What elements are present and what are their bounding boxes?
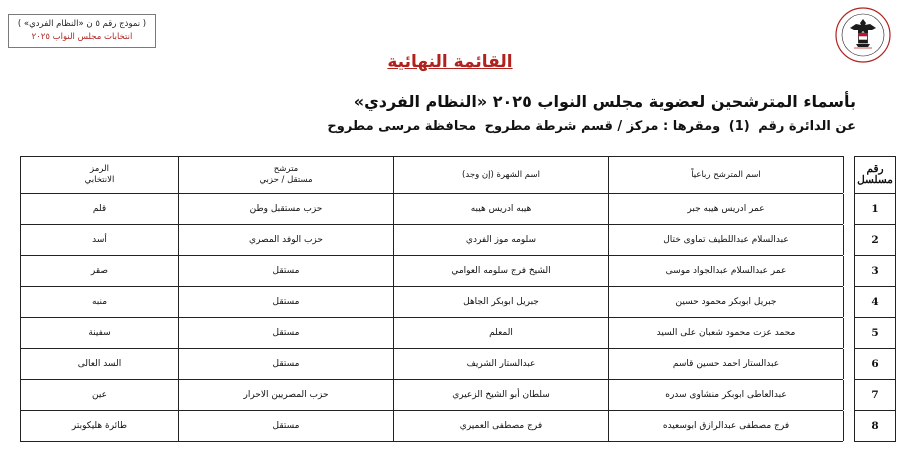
serial-cell: 1 (855, 194, 896, 225)
header-party-line1: مترشح (273, 164, 299, 174)
table-row (21, 411, 896, 442)
party-cell: مستقل (179, 349, 394, 380)
table-row (21, 349, 896, 380)
candidate-name-cell: جبريل ابوبكر محمود حسين (609, 287, 844, 318)
column-gap (844, 194, 855, 225)
district-line (323, 119, 856, 134)
serial-cell: 7 (855, 380, 896, 411)
candidate-name-cell: عمر ادريس هيبه جبر (609, 194, 844, 225)
column-gap (844, 157, 855, 194)
candidates-table (20, 156, 896, 442)
party-cell: مستقل (179, 318, 394, 349)
header-symbol-line1: الرمز (90, 164, 109, 174)
party-cell: حزب المصريين الاحرار (179, 380, 394, 411)
district-number: (1) (728, 119, 750, 134)
serial-cell: 3 (855, 256, 896, 287)
party-cell: مستقل (179, 411, 394, 442)
candidate-name-cell: عبدالسلام عبداللطيف تماوى ختال (609, 225, 844, 256)
header-party (179, 157, 394, 194)
table-row (21, 256, 896, 287)
party-cell: حزب الوفد المصري (179, 225, 394, 256)
header-candidate-name: اسم المترشح رباعياً (609, 157, 844, 194)
alias-cell: جبريل ابوبكر الجاهل (394, 287, 609, 318)
alias-cell: الشيخ فرج سلومه العوامي (394, 256, 609, 287)
table-header-row (21, 157, 896, 194)
column-gap (844, 225, 855, 256)
symbol-cell: أسد (21, 225, 179, 256)
table-row (21, 380, 896, 411)
district-governorate: محافظة مرسى مطروح (327, 119, 477, 134)
table-row (21, 194, 896, 225)
column-gap (844, 349, 855, 380)
table-row (21, 225, 896, 256)
serial-cell: 6 (855, 349, 896, 380)
header-serial-line2: مسلسل (857, 174, 893, 186)
symbol-cell: صقر (21, 256, 179, 287)
header-alias: اسم الشهرة (إن وجد) (394, 157, 609, 194)
alias-cell: فرج مصطفى العميري (394, 411, 609, 442)
symbol-cell: سفينة (21, 318, 179, 349)
page-subtitle: بأسماء المترشحين لعضوية مجلس النواب ٢٠٢٥ «النظام الفردي» (353, 92, 856, 111)
candidate-name-cell: عمر عبدالسلام عبدالجواد موسى (609, 256, 844, 287)
column-gap (844, 318, 855, 349)
header-party-line2: مستقل / حزبي (259, 175, 313, 185)
page-title: القائمة النهائية (387, 52, 513, 72)
form-number-line: ( نموذج رقم ٥ ن «النظام الفردي» ) (17, 19, 147, 29)
alias-cell: سلومه موز الفردي (394, 225, 609, 256)
candidates-table-wrap (20, 156, 893, 442)
district-hq: ومقرها : مركز / قسم شرطة مطروح (484, 119, 721, 134)
symbol-cell: عين (21, 380, 179, 411)
header-symbol (21, 157, 179, 194)
party-cell: مستقل (179, 287, 394, 318)
header-symbol-line2: الانتخابي (84, 175, 115, 185)
symbol-cell: قلم (21, 194, 179, 225)
alias-cell: المعلم (394, 318, 609, 349)
candidate-name-cell: فرج مصطفى عبدالرازق ابوسعيده (609, 411, 844, 442)
party-cell: حزب مستقبل وطن (179, 194, 394, 225)
candidate-name-cell: عبدالعاطى ابوبكر منشاوى سدره (609, 380, 844, 411)
header-serial-line1: رقم (866, 163, 884, 175)
candidate-name-cell: عبدالستار احمد حسين قاسم (609, 349, 844, 380)
alias-cell: عبدالستار الشريف (394, 349, 609, 380)
symbol-cell: طائرة هليكوبتر (21, 411, 179, 442)
column-gap (844, 380, 855, 411)
column-gap (844, 287, 855, 318)
alias-cell: هيبه ادريس هيبه (394, 194, 609, 225)
serial-cell: 8 (855, 411, 896, 442)
table-row (21, 318, 896, 349)
column-gap (844, 411, 855, 442)
election-name-line: انتخابات مجلس النواب ٢٠٢٥ (31, 32, 133, 42)
serial-cell: 2 (855, 225, 896, 256)
form-number-box (8, 14, 156, 48)
symbol-cell: السد العالى (21, 349, 179, 380)
table-row (21, 287, 896, 318)
symbol-cell: منبه (21, 287, 179, 318)
serial-cell: 5 (855, 318, 896, 349)
serial-cell: 4 (855, 287, 896, 318)
district-label: عن الدائرة رقم (758, 119, 856, 134)
alias-cell: سلطان أبو الشيخ الزعيري (394, 380, 609, 411)
candidate-name-cell: محمد عزت محمود شعبان على السيد (609, 318, 844, 349)
column-gap (844, 256, 855, 287)
party-cell: مستقل (179, 256, 394, 287)
table-body (21, 194, 896, 442)
header-serial (855, 157, 896, 194)
